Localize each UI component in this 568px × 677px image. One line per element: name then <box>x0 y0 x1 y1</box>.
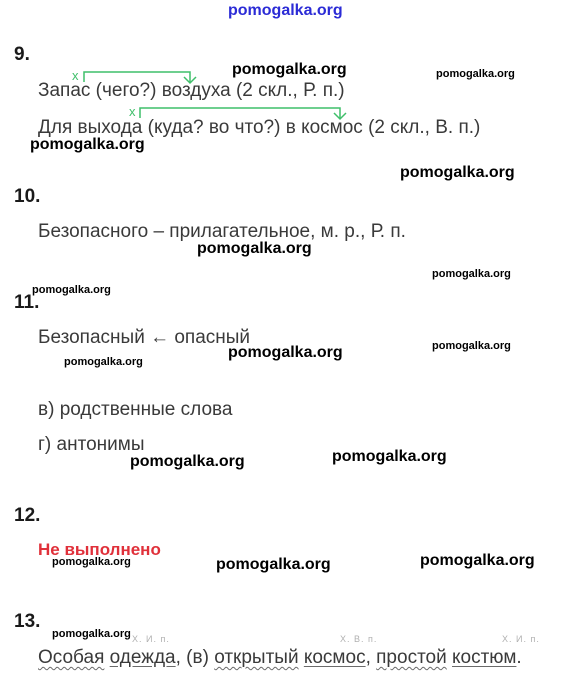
word-sep-2: , <box>365 647 377 668</box>
annotation-2: Х. В. п. <box>340 634 378 644</box>
task-number-11: 11. <box>14 292 40 313</box>
watermark: pomogalka.org <box>216 556 331 573</box>
task-number-9: 9. <box>14 44 30 65</box>
word-otkrytyy: открытый <box>214 647 299 668</box>
watermark: pomogalka.org <box>432 268 511 280</box>
period: . <box>516 647 522 668</box>
mark-x-2: x <box>129 104 136 119</box>
task-number-13: 13. <box>14 611 41 632</box>
watermark: pomogalka.org <box>32 284 111 296</box>
task10-line1: Безопасного – прилагательное, м. р., Р. п. <box>38 221 406 242</box>
task9-line2: Для выхода (куда? во что?) в космос (2 скл., В. п.) <box>38 117 481 138</box>
watermark: pomogalka.org <box>232 61 347 78</box>
watermark: pomogalka.org <box>420 552 535 569</box>
word-kostyum: костюм <box>452 647 517 668</box>
task11-line3: г) антонимы <box>38 434 145 455</box>
watermark: pomogalka.org <box>52 628 131 640</box>
task11-line2: в) родственные слова <box>38 399 233 420</box>
watermark: pomogalka.org <box>228 344 343 361</box>
watermark: pomogalka.org <box>64 356 143 368</box>
word-odezhda: одежда <box>109 647 176 668</box>
mark-x-1: x <box>72 68 79 83</box>
watermark: pomogalka.org <box>197 240 312 257</box>
watermark: pomogalka.org <box>30 136 145 153</box>
task11-line1: Безопасный ← опасный <box>38 327 251 348</box>
task-number-12: 12. <box>14 505 41 526</box>
task-number-10: 10. <box>14 186 41 207</box>
word-osobaya: Особая <box>38 647 105 668</box>
watermark: pomogalka.org <box>332 448 447 465</box>
status-not-done: Не выполнено <box>38 540 161 559</box>
word-sep-1: , (в) <box>175 647 215 668</box>
watermark: pomogalka.org <box>400 164 515 181</box>
watermark: pomogalka.org <box>432 340 511 352</box>
annotation-1: Х. И. п. <box>132 634 170 644</box>
watermark: pomogalka.org <box>436 68 515 80</box>
task9-line1: Запас (чего?) воздуха (2 скл., Р. п.) <box>38 80 345 101</box>
task13-sentence <box>38 647 522 669</box>
annotation-3: Х. И. п. <box>502 634 540 644</box>
watermark-top: pomogalka.org <box>228 2 343 19</box>
watermark: pomogalka.org <box>52 556 131 568</box>
word-kosmos: космос <box>303 647 366 668</box>
watermark: pomogalka.org <box>130 453 245 470</box>
word-prostoy: простой <box>376 647 447 668</box>
